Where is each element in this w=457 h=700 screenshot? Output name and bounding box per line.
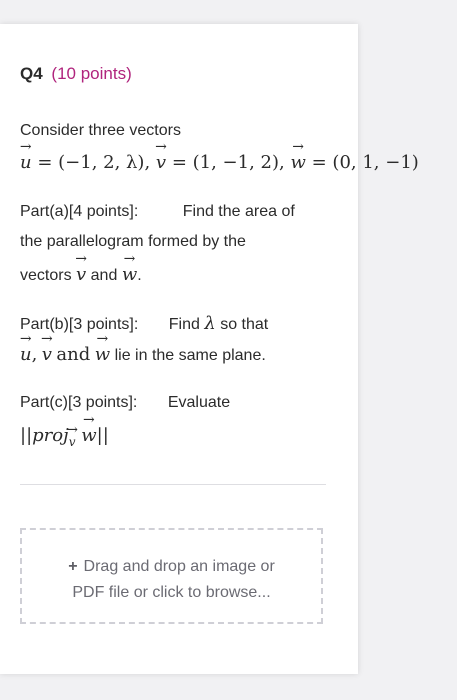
part-b-label: Part(b)[3 points]: (20, 316, 139, 333)
vector-w: → w (290, 152, 305, 173)
norm-close: || (96, 425, 109, 446)
part-a-line-3 (20, 264, 142, 285)
vector-w: → w (81, 425, 96, 446)
part-a-prompt: Find the area of (182, 203, 295, 220)
part-a-vectors-word: vectors (20, 267, 72, 284)
part-a-line-2: the parallelogram formed by the (20, 233, 246, 250)
divider (20, 484, 326, 485)
vector-w: → w (122, 264, 137, 285)
question-points: (10 points) (51, 64, 132, 83)
vector-definitions (20, 152, 419, 173)
question-number: Q4 (20, 64, 43, 83)
dropzone-line-2: PDF file or click to browse... (72, 584, 271, 601)
plus-icon: + (68, 558, 78, 575)
part-c-expression (20, 425, 109, 449)
vector-v: → v (76, 264, 86, 285)
part-b-and: and (56, 344, 91, 365)
part-b-so-that: so that (220, 316, 269, 333)
intro-text: Consider three vectors (20, 122, 181, 139)
part-a-and: and (90, 267, 118, 284)
part-a-period: . (137, 267, 142, 284)
vector-u: → u (20, 344, 32, 365)
vector-v-subscript: → $_v$ (69, 435, 76, 449)
vector-w-value: = (0, 1, −1) (311, 152, 419, 173)
part-b-same-plane: lie in the same plane. (114, 347, 266, 364)
vector-v-value: = (1, −1, 2), (171, 152, 285, 173)
part-c-evaluate: Evaluate (167, 394, 231, 411)
part-a-line-1 (20, 203, 295, 221)
vector-u: → u (20, 152, 32, 173)
part-b-find: Find (168, 316, 200, 333)
comma: , (31, 344, 38, 365)
file-upload-dropzone[interactable] (20, 528, 323, 624)
part-c-label: Part(c)[3 points]: (20, 394, 138, 411)
norm-open: || (20, 425, 33, 446)
part-b-line-1 (20, 313, 268, 334)
vector-u-value: = (−1, 2, λ), (37, 152, 151, 173)
vector-v: → v (42, 344, 52, 365)
part-a-label: Part(a)[4 points]: (20, 203, 139, 220)
vector-v: → v (156, 152, 166, 173)
vector-w: → w (95, 344, 110, 365)
proj-word: proj (32, 425, 69, 446)
part-b-line-2 (20, 344, 266, 365)
dropzone-text (22, 554, 321, 606)
lambda-symbol: λ (204, 313, 216, 334)
question-title (20, 64, 132, 84)
part-c-line-1 (20, 394, 230, 412)
dropzone-line-1: Drag and drop an image or (83, 558, 275, 575)
